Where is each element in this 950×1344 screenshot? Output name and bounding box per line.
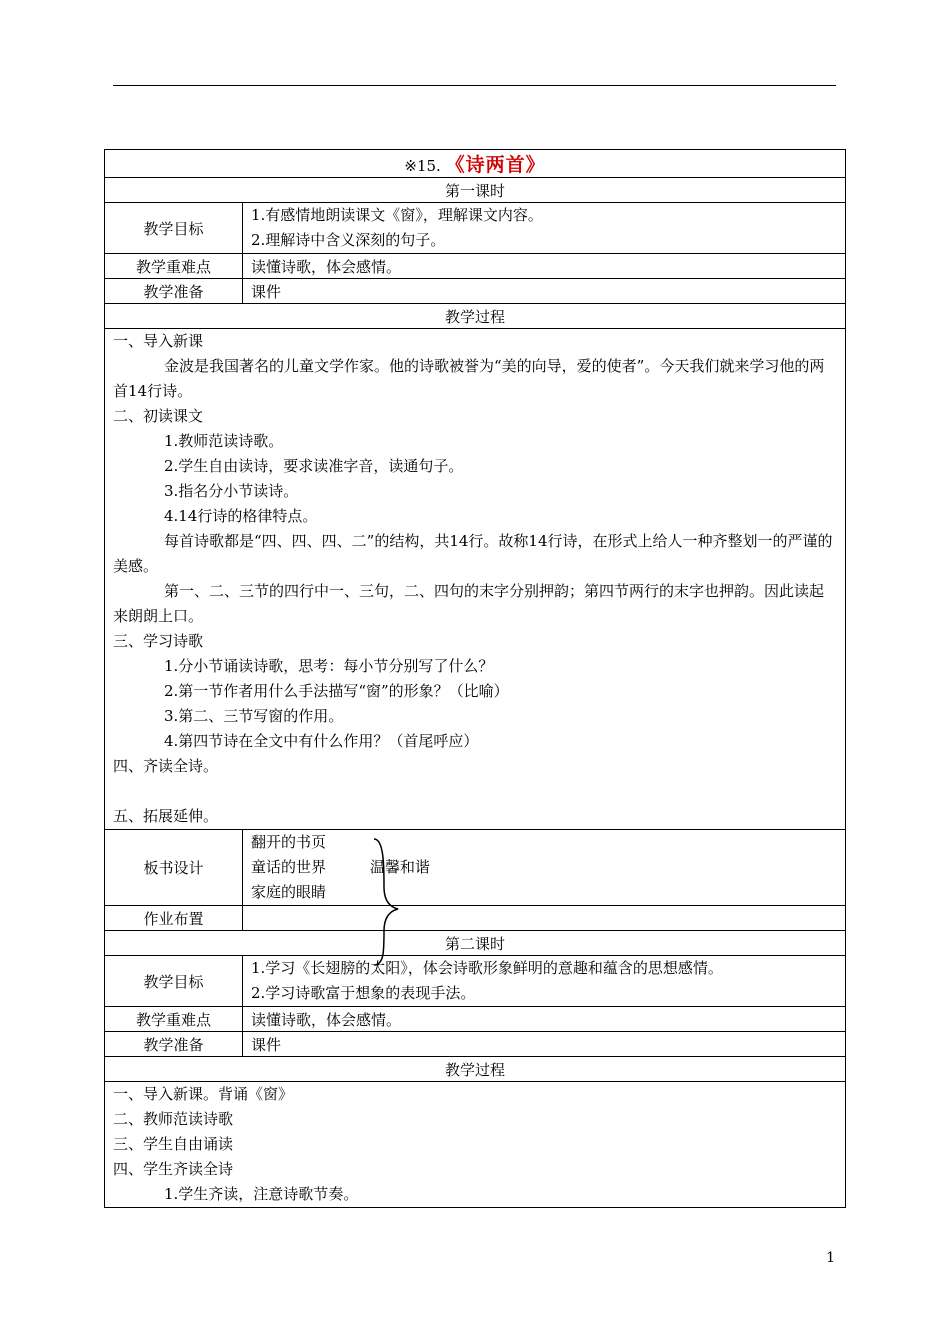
lesson-plan-table: [104, 149, 846, 1208]
process-section-3: 三、学习诗歌: [113, 632, 204, 650]
lesson1-prep-label: 教学准备: [105, 279, 243, 304]
lesson1-process: [105, 329, 846, 830]
process-section-2-item-1: 1.教师范读诗歌。: [164, 432, 284, 450]
lesson1-board-row: [105, 830, 846, 906]
process-section-2-item-4: 4.14行诗的格律特点。: [164, 507, 318, 525]
process-section-3-item-1: 1.分小节诵读诗歌，思考：每小节分别写了什么？: [164, 657, 494, 675]
process-section-5: 五、拓展延伸。: [113, 807, 219, 825]
lesson1-process-header-row: [105, 304, 846, 329]
lesson2-prep-label: 教学准备: [105, 1032, 243, 1057]
process-section-2: 二、初读课文: [113, 407, 204, 425]
board-line-2-text: 童话的世界: [251, 858, 327, 876]
lesson1-keypoints-row: [105, 254, 846, 279]
lesson1-goals-label: 教学目标: [105, 203, 243, 254]
lesson2-keypoints-label: 教学重难点: [105, 1007, 243, 1032]
process-section-4: 四、齐读全诗。: [113, 757, 219, 775]
process-section-3-item-2: 2.第一节作者用什么手法描写“窗”的形象？（比喻）: [164, 682, 509, 700]
header-rule: [113, 85, 836, 86]
document-title: [105, 150, 846, 178]
process-section-1-paragraph: 金波是我国著名的儿童文学作家。他的诗歌被誉为“美的向导，爱的使者”。今天我们就来学习他的两首14行诗。: [113, 357, 825, 400]
lesson2-process-row: [105, 1082, 846, 1208]
lesson2-goal-2: 2.学习诗歌富于想象的表现手法。: [251, 984, 476, 1002]
lesson1-homework: [243, 906, 846, 931]
board-line-1: 翻开的书页: [251, 833, 327, 851]
process-section-2-item-2: 2.学生自由读诗，要求读准字音，读通句子。: [164, 457, 464, 475]
board-brace-icon: [370, 837, 410, 967]
lesson2-goals-row: [105, 956, 846, 1007]
process-section-2-item-3: 3.指名分小节读诗。: [164, 482, 299, 500]
lesson1-period-row: [105, 178, 846, 203]
title-prefix: ※15.: [404, 157, 441, 175]
lesson1-homework-row: [105, 906, 846, 931]
lesson2-process-step-3: 三、学生自由诵读: [113, 1135, 234, 1153]
lesson2-goals-label: 教学目标: [105, 956, 243, 1007]
lesson2-process-substep: 1.学生齐读，注意诗歌节奏。: [164, 1185, 359, 1203]
title-row: [105, 150, 846, 178]
board-line-3: 家庭的眼睛: [251, 883, 327, 901]
lesson2-keypoints: 读懂诗歌，体会感情。: [243, 1007, 846, 1032]
process-blank-line: [113, 779, 837, 804]
lesson2-goal-1: 1.学习《长翅膀的太阳》，体会诗歌形象鲜明的意趣和蕴含的思想感情。: [251, 959, 723, 977]
lesson2-process-label: 教学过程: [105, 1057, 846, 1082]
lesson1-process-row: [105, 329, 846, 830]
lesson2-process-step-1: 一、导入新课。背诵《窗》: [113, 1085, 294, 1103]
lesson2-process: [105, 1082, 846, 1208]
lesson2-period-row: [105, 931, 846, 956]
lesson2-process-step-4: 四、学生齐读全诗: [113, 1160, 234, 1178]
lesson1-board: [243, 830, 846, 906]
board-line-2: [251, 855, 837, 880]
lesson1-goals-row: [105, 203, 846, 254]
title-main: 《诗两首》: [445, 154, 546, 176]
lesson2-goals: [243, 956, 846, 1007]
lesson1-process-label: 教学过程: [105, 304, 846, 329]
lesson1-homework-label: 作业布置: [105, 906, 243, 931]
lesson1-keypoints: 读懂诗歌，体会感情。: [243, 254, 846, 279]
board-summary: 温馨和谐: [370, 858, 431, 876]
process-section-3-item-3: 3.第二、三节写窗的作用。: [164, 707, 344, 725]
lesson1-goals: [243, 203, 846, 254]
lesson2-keypoints-row: [105, 1007, 846, 1032]
process-section-2-paragraph-1: 每首诗歌都是“四、四、四、二”的结构，共14行。故称14行诗，在形式上给人一种齐整划一的严谨的美感。: [113, 532, 833, 575]
lesson2-process-header-row: [105, 1057, 846, 1082]
lesson1-keypoints-label: 教学重难点: [105, 254, 243, 279]
lesson1-prep: 课件: [243, 279, 846, 304]
lesson1-goal-2: 2.理解诗中含义深刻的句子。: [251, 231, 446, 249]
process-section-3-item-4: 4.第四节诗在全文中有什么作用？（首尾呼应）: [164, 732, 479, 750]
lesson1-period: 第一课时: [105, 178, 846, 203]
page-number: 1: [826, 1250, 835, 1266]
lesson2-prep-row: [105, 1032, 846, 1057]
lesson2-prep: 课件: [243, 1032, 846, 1057]
lesson2-period: 第二课时: [105, 931, 846, 956]
lesson1-board-label: 板书设计: [105, 830, 243, 906]
lesson1-goal-1: 1.有感情地朗读课文《窗》，理解课文内容。: [251, 206, 543, 224]
lesson1-prep-row: [105, 279, 846, 304]
lesson2-process-step-2: 二、教师范读诗歌: [113, 1110, 234, 1128]
process-section-1: 一、导入新课: [113, 332, 204, 350]
process-section-2-paragraph-2: 第一、二、三节的四行中一、三句，二、四句的末字分别押韵；第四节两行的末字也押韵。因此读起来朗朗上口。: [113, 582, 825, 625]
